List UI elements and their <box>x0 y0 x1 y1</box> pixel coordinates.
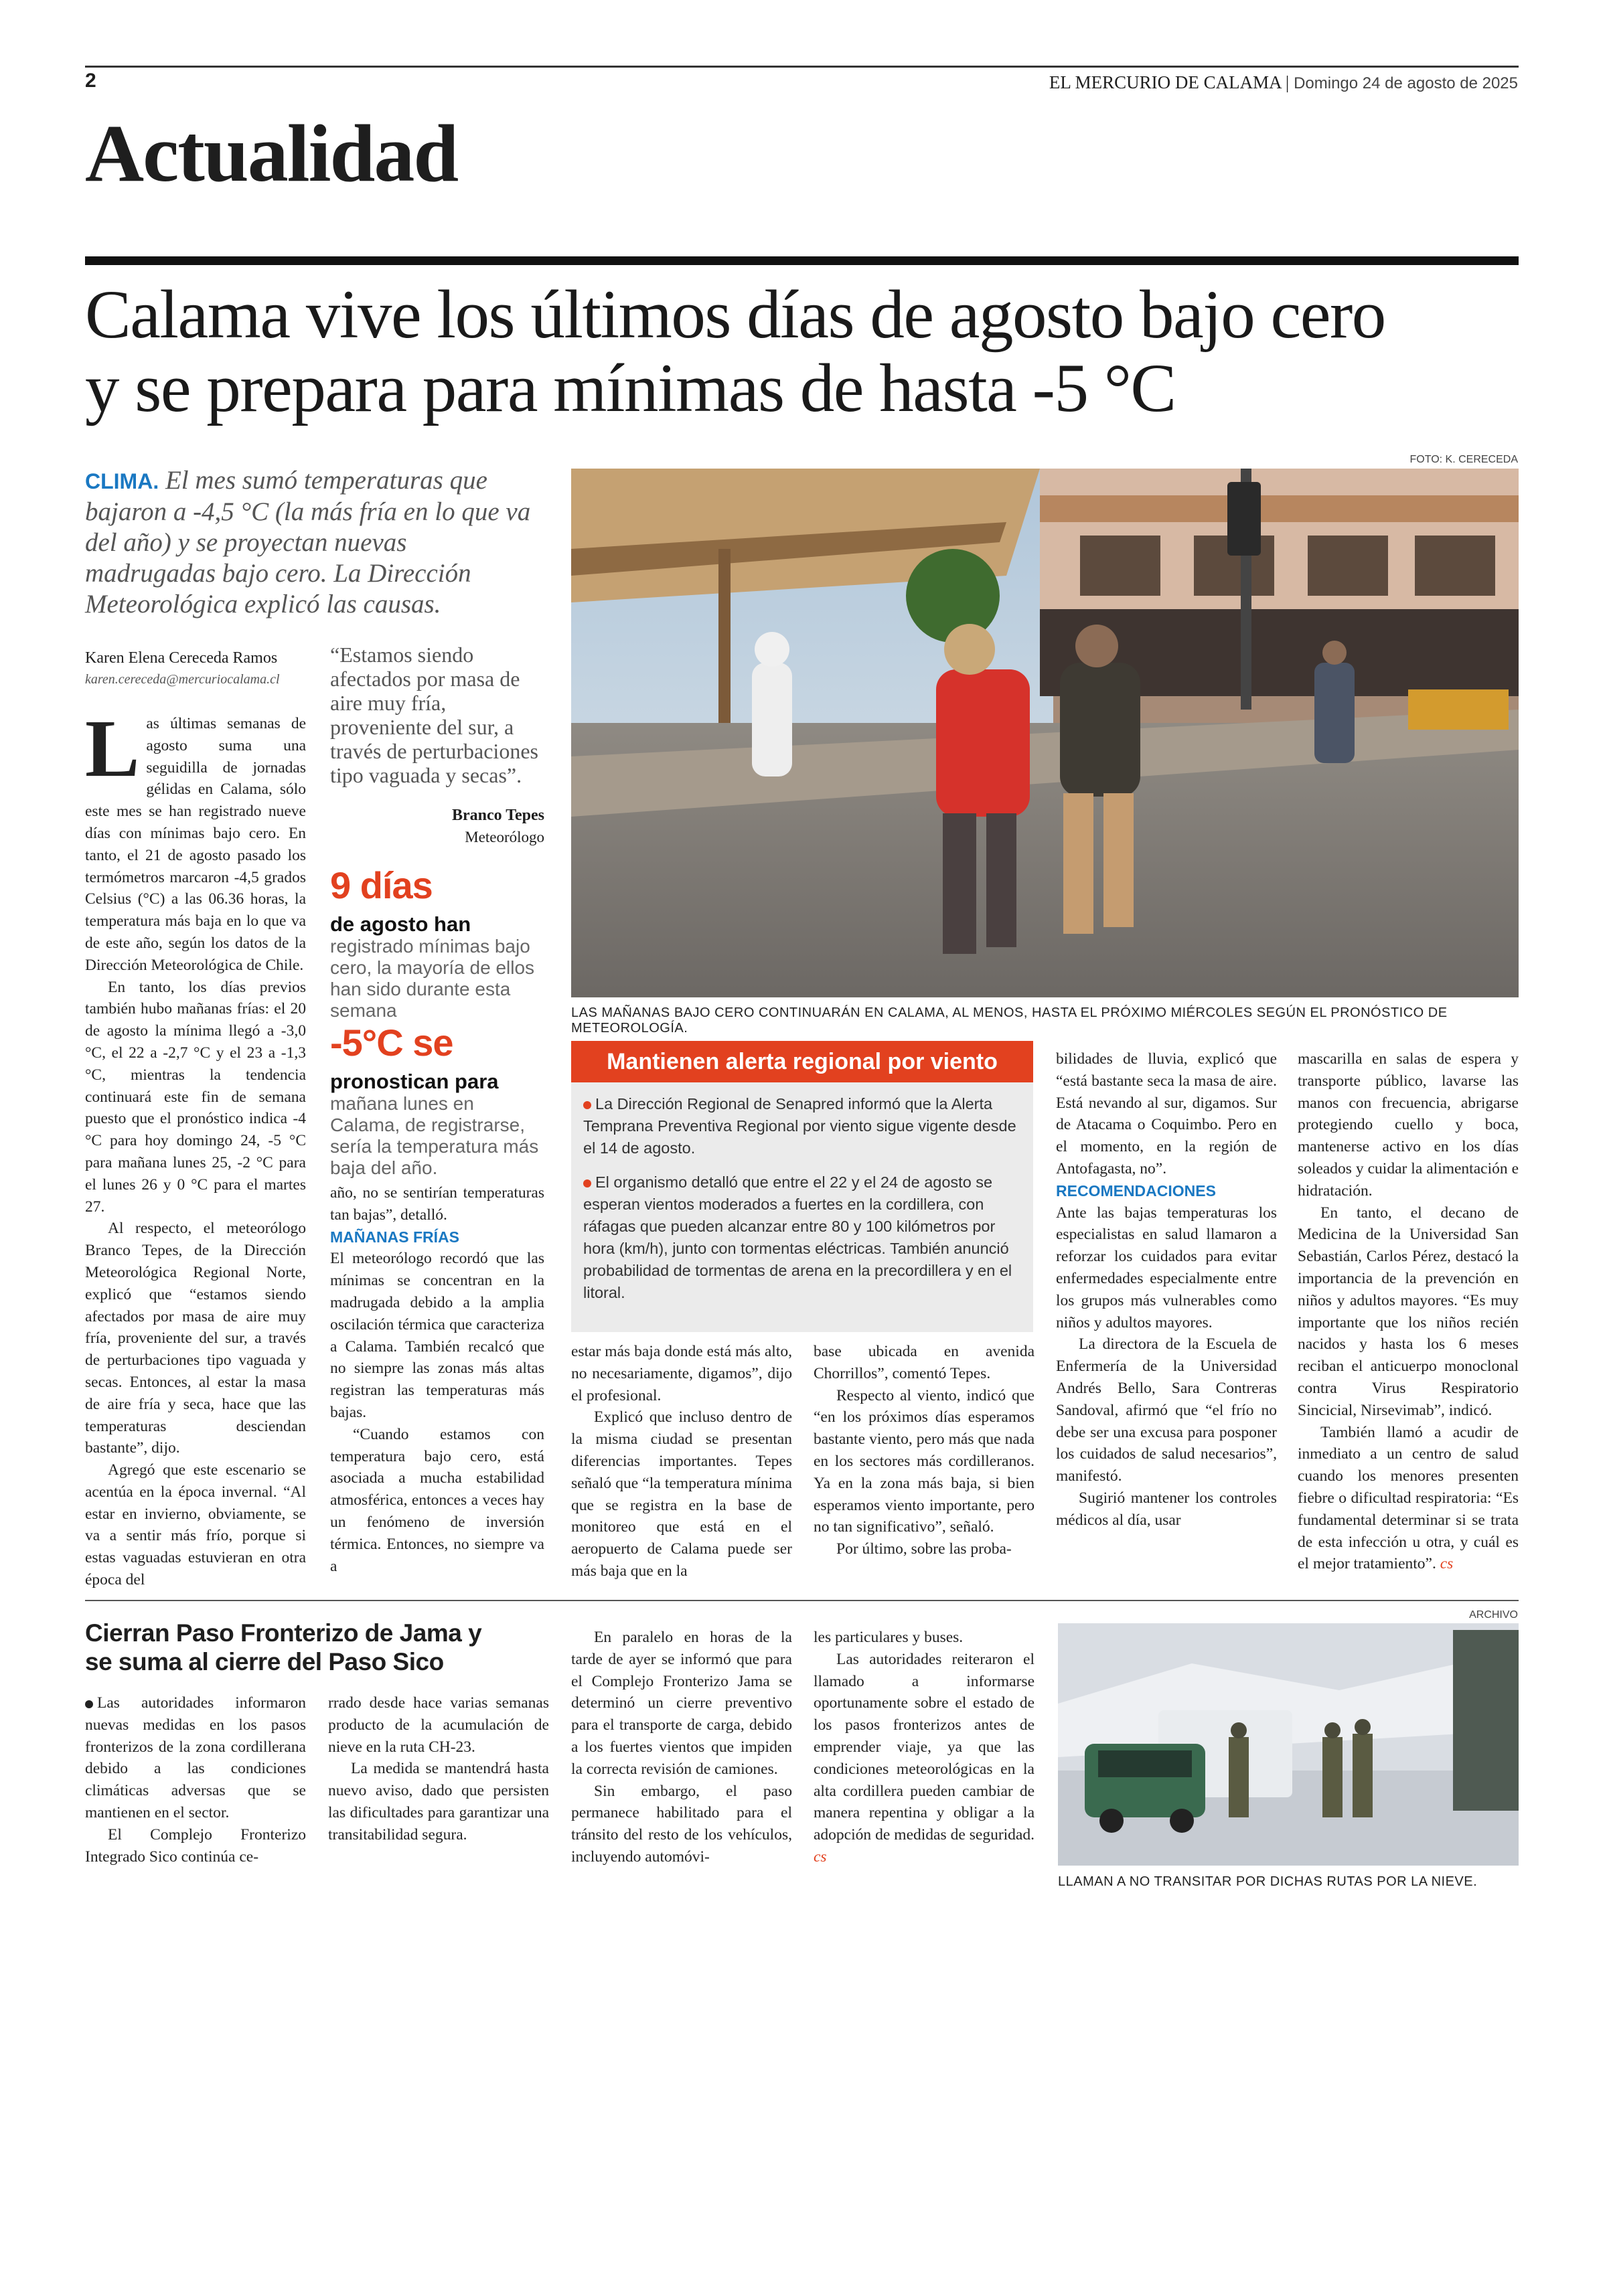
paragraph: El Complejo Fronterizo Integrado Sico continúa ce- <box>85 1825 306 1866</box>
paragraph: estar más baja donde está más alto, no necesariamente, digamos”, dijo el profesional. <box>571 1343 792 1404</box>
street-photo <box>571 469 1519 997</box>
quote-author: Branco Tepes <box>451 807 544 824</box>
paragraph: Por último, sobre las proba- <box>836 1540 1012 1558</box>
paragraph: Sin embargo, el paso permanece habilitado para el tránsito del resto de los vehículos, incluyendo automóvi- <box>571 1782 792 1866</box>
paragraph: les particulares y buses. <box>814 1629 964 1646</box>
paragraph: En paralelo en horas de la tarde de ayer se informó que para el Complejo Fronterizo Jama se determinó un cierre preventivo para el transporte de carga, debido a los fuertes vientos que impiden la correcta revisión de camiones. <box>571 1629 792 1778</box>
stat-days-desc: registrado mínimas bajo cero, la mayoría de ellos han sido durante esta semana <box>330 936 535 1021</box>
section-title: Actualidad <box>85 108 458 199</box>
snow-road-photo <box>1058 1623 1519 1866</box>
paragraph: rrado desde hace varias semanas producto de la acumulación de nieve en la ruta CH-23. <box>328 1694 549 1756</box>
article-headline <box>85 278 1519 425</box>
subheading-mananas-frias: MAÑANAS FRÍAS <box>330 1228 459 1246</box>
photo-credit: FOTO: K. CERECEDA <box>1409 454 1518 465</box>
author-email[interactable]: karen.cereceda@mercuriocalama.cl <box>85 672 280 687</box>
paragraph-text: Las autoridades informaron nuevas medidas en los pasos fronterizos de la zona cordillerana debido a las condiciones climáticas adversas que se mantienen en el sector. <box>85 1694 306 1821</box>
stat-temp-text <box>330 1071 544 1179</box>
paragraph: base ubicada en avenida Chorrillos”, comentó Tepes. <box>814 1343 1035 1382</box>
stat-days-value: 9 días <box>330 864 433 906</box>
secondary-column-3 <box>571 1627 792 1868</box>
photo-caption: LAS MAÑANAS BAJO CERO CONTINUARÁN EN CALAMA, AL MENOS, HASTA EL PRÓXIMO MIÉRCOLES SEGÚN EL PRONÓSTICO DE METEOROLOGÍA. <box>571 1005 1448 1036</box>
stat-temp-value: -5°C se <box>330 1021 453 1064</box>
headline-line-1: Calama vive los últimos días de agosto bajo cero <box>85 276 1385 353</box>
secondary-column-4 <box>814 1627 1035 1868</box>
paragraph: Sugirió mantener los controles médicos al día, usar <box>1056 1489 1277 1529</box>
end-mark: cs <box>1440 1555 1454 1573</box>
paragraph <box>814 1649 1035 1868</box>
article-column-1 <box>85 704 306 1591</box>
paragraph: Al respecto, el meteorólogo Branco Tepes, de la Dirección Meteorológica Regional Norte, explicó que “estamos siendo afectados por masa de aire muy fría, proveniente del sur, a través de perturbaciones tipo vaguada y secas. Entonces, al estar la masa de aire fría y seca, hace que las temperaturas desciendan bastante”, dijo. <box>85 1220 306 1457</box>
drop-cap: L <box>85 704 140 794</box>
paragraph-text: También llamó a acudir de inmediato a un centro de salud cuando los menores presenten fiebre o dificultad respiratoria: “Es fundamental determinar si se trata de esta infección u otra, y cuál es el mejor tratamiento”. <box>1298 1423 1519 1573</box>
alert-text: La Dirección Regional de Senapred informó que la Alerta Temprana Preventiva Regional por viento sigue vigente desde el 14 de agosto. <box>583 1095 1016 1157</box>
masthead <box>1049 72 1518 93</box>
secondary-column-2 <box>328 1692 549 1846</box>
end-mark: cs <box>814 1848 827 1866</box>
page-number: 2 <box>85 70 96 92</box>
paragraph <box>85 1692 306 1824</box>
paragraph: mascarilla en salas de espera y transporte público, lavarse las manos con frecuencia, abrigarse protegiendo cuello y boca, mantenerse activo en los días soleados y cuidar la alimentación e hidratación. <box>1298 1050 1519 1200</box>
stat-temp-desc: mañana lunes en Calama, de registrarse, sería la temperatura más baja del año. <box>330 1093 539 1178</box>
alert-paragraph <box>583 1171 1022 1304</box>
archive-credit: ARCHIVO <box>1469 1609 1518 1621</box>
section-rule <box>85 256 1519 265</box>
pull-quote: “Estamos siendo afectados por masa de aire muy fría, proveniente del sur, a través de perturbaciones tipo vaguada y secas”. <box>330 643 538 787</box>
masthead-name: EL MERCURIO DE CALAMA <box>1049 72 1282 92</box>
article-lead <box>85 465 540 620</box>
paragraph: El meteorólogo recordó que las mínimas se concentran en la madrugada debido a la amplia oscilación térmica que caracteriza a Calama. También recalcó que no siempre las zonas más altas registran las temperaturas más bajas. <box>330 1250 544 1421</box>
masthead-separator: | <box>1285 72 1294 92</box>
secondary-column-1 <box>85 1692 306 1868</box>
article-column-2 <box>330 1182 544 1577</box>
paragraph: “Cuando estamos con temperatura bajo cero, está asociada a mucha estabilidad atmosférica, entonces a veces hay un fenómeno de inversión térmica. Entonces, no siempre va a <box>330 1425 544 1575</box>
alert-box-body <box>583 1093 1022 1304</box>
alert-box-title: Mantienen alerta regional por viento <box>571 1041 1033 1082</box>
paragraph: Ante las bajas temperaturas los especialistas en salud llamaron a reforzar los cuidados para evitar enfermedades especialmente entre los grupos más vulnerables como niños y adultos mayores. <box>1056 1204 1277 1331</box>
street-scene-image <box>571 469 1519 997</box>
paragraph: La directora de la Escuela de Enfermería de la Universidad Andrés Bello, Sara Contreras Sandoval, afirmó que “el frío no debe ser una excusa para posponer los cuidados de salud necesarios”, manifestó. <box>1056 1335 1277 1485</box>
article-column-5 <box>1056 1048 1277 1532</box>
paragraph-text: Las autoridades reiteraron el llamado a informarse oportunamente sobre el estado de los pasos fronterizos antes de emprender viaje, ya que las condiciones meteorológicas en la alta cordillera pueden cambiar de manera repentina y obligar a la adopción de medidas de seguridad. <box>814 1650 1035 1844</box>
wind-alert-box <box>571 1041 1033 1332</box>
bullet-icon <box>583 1179 591 1187</box>
secondary-rule <box>85 1600 1519 1601</box>
paragraph: Explicó que incluso dentro de la misma ciudad se presentan diferencias importantes. Tepes señaló que “la temperatura mínima que se registra en la base de monitoreo que está en el aeropuerto de Calama puede ser más baja que en la <box>571 1408 792 1580</box>
alert-paragraph <box>583 1093 1022 1159</box>
stat-days-text <box>330 914 544 1021</box>
article-column-3 <box>571 1341 792 1582</box>
paragraph: Agregó que este escenario se acentúa en la época invernal. “Al estar en invierno, obviamente, se va a sentir más frío, porque si estas vaguadas estuvieran en otra época del <box>85 1461 306 1589</box>
lead-text: El mes sumó temperaturas que bajaron a -4,5 °C (la más fría en lo que va del año) y se proyectan nuevas madrugadas bajo cero. La Dirección Meteorológica explicó las causas. <box>85 466 531 619</box>
article-column-6 <box>1298 1048 1519 1575</box>
top-rule <box>85 66 1519 68</box>
paragraph: En tanto, el decano de Medicina de la Universidad San Sebastián, Carlos Pérez, destacó la importancia de la prevención en niños y adultos mayores. “Es muy importante que los niños recién nacidos y hasta los 6 meses reciban el anticuerpo monoclonal contra Virus Respiratorio Sincicial, Nirsevimab”, indicó. <box>1298 1204 1519 1419</box>
subheading-recomendaciones: RECOMENDACIONES <box>1056 1181 1216 1200</box>
paragraph: Respecto al viento, indicó que “en los próximos días esperamos bastante viento, pero más que nada en los sectores más cordilleranos. Ya en la zona más baja, si bien esperamos viento importante, pero no tan significativo”, señaló. <box>814 1386 1035 1536</box>
paragraph: En tanto, los días previos también hubo mañanas frías: el 20 de agosto la mínima llegó a -3,0 °C, el 22 a -2,7 °C y el 23 a -1,3 °C, mientras la tendencia continuará este fin de semana puesto que el pronóstico indica -4 °C para hoy domingo 24, -5 °C para mañana lunes 25, -2 °C para el lunes 26 y 0 °C para el martes 27. <box>85 978 306 1216</box>
alert-text: El organismo detalló que entre el 22 y el 24 de agosto se esperan vientos moderados a fuertes en la cordillera, con ráfagas que pueden alcanzar entre 80 y 100 kilómetros por hora (km/h), junto con tormentas eléctricas. También anunció probabilidad de tormentas de arena en la precordillera y en el litoral. <box>583 1173 1012 1301</box>
bullet-icon <box>583 1101 591 1109</box>
snow-photo-caption: LLAMAN A NO TRANSITAR POR DICHAS RUTAS POR LA NIEVE. <box>1058 1874 1478 1889</box>
paragraph: La medida se mantendrá hasta nuevo aviso, dado que persisten las dificultades para garantizar una transitabilidad segura. <box>328 1760 549 1843</box>
paragraph <box>1298 1422 1519 1576</box>
bullet-icon <box>85 1700 93 1708</box>
quote-role: Meteorólogo <box>465 829 544 845</box>
stat-temp-bold: pronostican para <box>330 1070 499 1093</box>
masthead-date: Domingo 24 de agosto de 2025 <box>1294 74 1518 92</box>
headline-line-2: y se prepara para mínimas de hasta -5 °C <box>85 350 1176 426</box>
stat-days-bold: de agosto han <box>330 912 471 936</box>
lead-kicker: CLIMA. <box>85 469 159 493</box>
paragraph: bilidades de lluvia, explicó que “está bastante seca la masa de aire. Está nevando al sur, digamos. Sur de Atacama o Coquimbo. Pero en el momento, en la región de Antofagasta, no”. <box>1056 1050 1277 1177</box>
secondary-headline: Cierran Paso Fronterizo de Jama y se suma al cierre del Paso Sico <box>85 1619 482 1675</box>
paragraph: año, no se sentirían temperaturas tan bajas”, detalló. <box>330 1184 544 1224</box>
article-column-4 <box>814 1341 1035 1560</box>
author-name: Karen Elena Cereceda Ramos <box>85 649 278 667</box>
snow-scene-image <box>1058 1623 1519 1866</box>
paragraph: as últimas semanas de agosto suma una seguidilla de jornadas gélidas en Calama, sólo este mes se han registrado nueve días con mínimas bajo cero. En tanto, el 21 de agosto pasado los termómetros marcaron -4,5 grados Celsius (°C) a las 06.36 horas, la temperatura más baja en lo que va de este año, según los datos de la Dirección Meteorológica de Chile. <box>85 715 306 974</box>
